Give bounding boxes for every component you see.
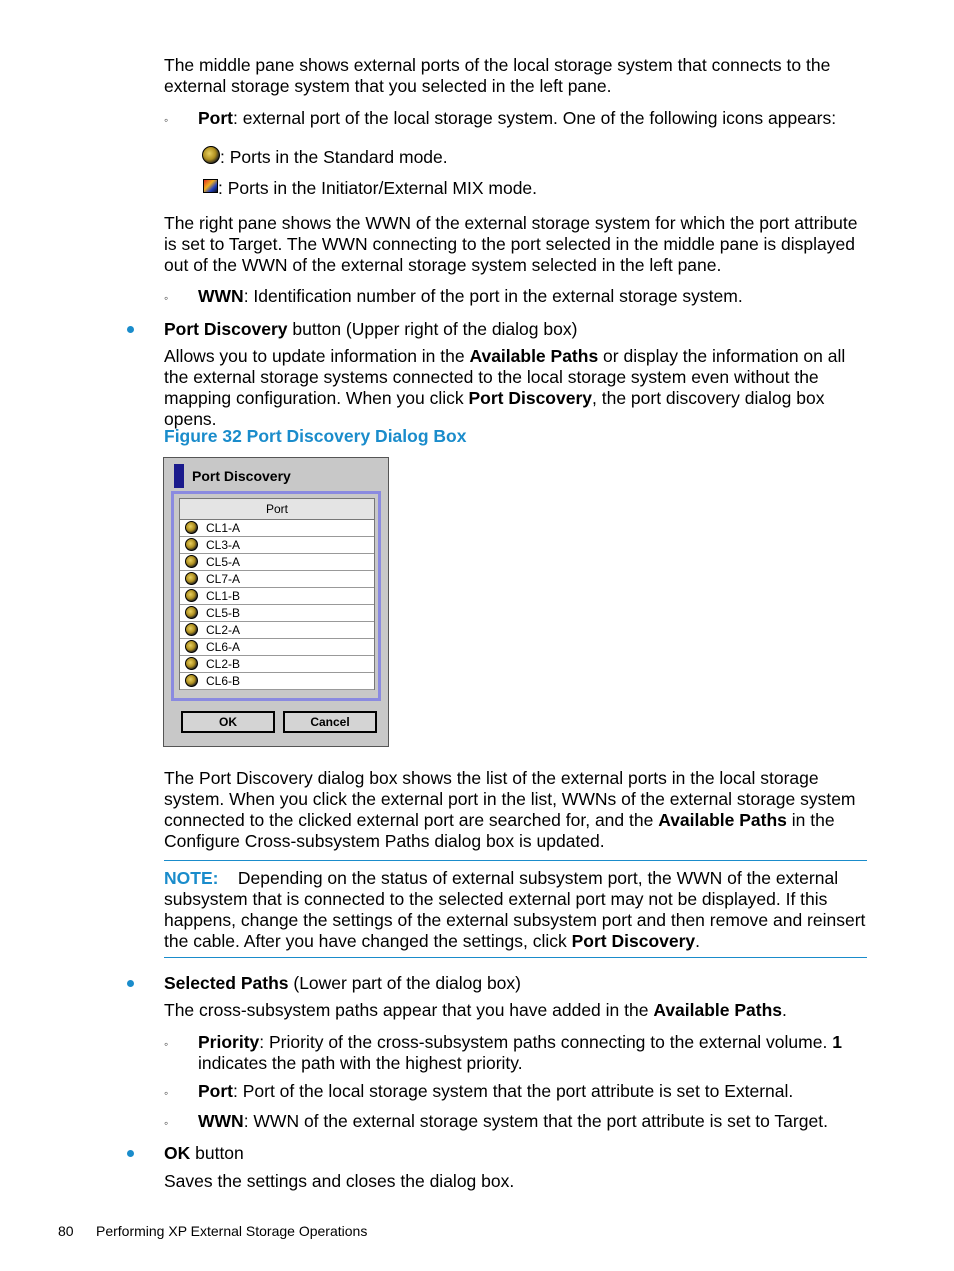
text: .	[782, 1000, 787, 1020]
paragraph-right-pane: The right pane shows the WWN of the external storage system for which the port attribute is set to Target. The WWN connecting to the port selected in the middle pane is displayed out of the WWN of the external storage system selected in the left pane.	[164, 213, 858, 275]
port-row[interactable]	[180, 520, 374, 537]
term: Priority	[198, 1032, 260, 1052]
sub-bullet-marker: ◦	[164, 113, 169, 127]
port-row[interactable]	[180, 571, 374, 588]
term: Port	[198, 1081, 233, 1101]
mix-mode-row	[203, 178, 537, 199]
port-mix-icon	[203, 179, 218, 193]
bold-text: Port Discovery	[571, 931, 696, 951]
port-row[interactable]	[180, 537, 374, 554]
dialog-title-bar	[172, 464, 382, 488]
port-discovery-dialog	[163, 457, 389, 747]
port-list[interactable]	[179, 498, 375, 690]
ok-button[interactable]: OK	[181, 711, 275, 733]
port-standard-icon	[185, 555, 198, 568]
port-row-label: CL6-B	[206, 674, 241, 688]
port-row-label: CL3-A	[206, 538, 241, 552]
port-item-2	[198, 1081, 870, 1102]
page-number: 80	[58, 1223, 74, 1239]
ok-button-item	[164, 1143, 870, 1164]
standard-mode-row	[202, 146, 448, 168]
paragraph-dialog-description	[164, 768, 870, 852]
bullet-dot	[127, 1150, 134, 1157]
paragraph-middle-pane: The middle pane shows external ports of the local storage system that connects to the external storage system that you selected in the left pane.	[164, 55, 831, 96]
bold-text: 1	[832, 1032, 842, 1052]
port-row-label: CL2-B	[206, 657, 241, 671]
bullet-dot	[127, 980, 134, 987]
text: The Port Discovery dialog box shows the list of the external ports in the local storage system. When you click the external port in the list, WWNs of the external storage system connected to the clicked external port are searched for, and the	[164, 768, 856, 830]
desc: : Identification number of the port in the external storage system.	[243, 286, 743, 306]
port-item	[198, 108, 870, 129]
bold-text: Port Discovery	[468, 388, 592, 408]
bullet-dot	[127, 326, 134, 333]
term: Selected Paths	[164, 973, 289, 993]
footer-title: Performing XP External Storage Operations	[96, 1223, 368, 1239]
port-discovery-body	[164, 346, 870, 430]
text: indicates the path with the highest priority.	[198, 1053, 523, 1073]
figure-caption: Figure 32 Port Discovery Dialog Box	[164, 426, 467, 446]
port-standard-icon	[185, 538, 198, 551]
bold-text: Available Paths	[469, 346, 599, 366]
port-standard-icon	[185, 572, 198, 585]
port-row-label: CL1-B	[206, 589, 241, 603]
port-row[interactable]	[180, 605, 374, 622]
sub-bullet-marker: ◦	[164, 1116, 169, 1130]
port-standard-icon	[185, 640, 198, 653]
port-row[interactable]	[180, 622, 374, 639]
term: Port Discovery	[164, 319, 288, 339]
port-standard-icon	[185, 521, 198, 534]
desc: : WWN of the external storage system that the port attribute is set to Target.	[243, 1111, 828, 1131]
sub-bullet-marker: ◦	[164, 291, 169, 305]
wwn-item-2	[198, 1111, 870, 1132]
text: Depending on the status of external subsystem port, the WWN of the external subsystem that is connected to the selected external port may not be displayed. If this happens, change the settings of the external subsystem port and then remove and reinsert the cable. After you have changed the settings, click	[164, 868, 866, 951]
port-standard-icon	[185, 674, 198, 687]
port-row[interactable]	[180, 554, 374, 571]
bold-text: Available Paths	[658, 810, 787, 830]
wwn-item	[198, 286, 870, 307]
note-top-rule	[164, 860, 867, 861]
port-discovery-item	[164, 319, 870, 340]
port-row-label: CL1-A	[206, 521, 241, 535]
port-standard-icon	[202, 146, 220, 164]
desc: (Lower part of the dialog box)	[288, 973, 521, 993]
text: in the Configure Cross-subsystem Paths dialog box is updated.	[164, 810, 835, 851]
port-row-label: CL5-B	[206, 606, 241, 620]
term: Port	[198, 108, 233, 128]
text: The cross-subsystem paths appear that you have added in the	[164, 1000, 654, 1020]
port-standard-icon	[185, 623, 198, 636]
port-row-label: CL7-A	[206, 572, 241, 586]
priority-item	[198, 1032, 870, 1074]
text: : Priority of the cross-subsystem paths connecting to the external volume.	[259, 1032, 833, 1052]
bold-text: Available Paths	[653, 1000, 783, 1020]
selected-paths-item	[164, 973, 870, 994]
port-row-label: CL6-A	[206, 640, 241, 654]
desc: : Ports in the Initiator/External MIX mode.	[218, 178, 538, 198]
desc: button	[190, 1143, 244, 1163]
port-row[interactable]	[180, 588, 374, 605]
sub-bullet-marker: ◦	[164, 1086, 169, 1100]
title-accent	[174, 464, 184, 488]
note-label: NOTE:	[164, 868, 219, 888]
port-standard-icon	[185, 606, 198, 619]
port-standard-icon	[185, 589, 198, 602]
desc: : Ports in the Standard mode.	[220, 147, 448, 167]
port-row-label: CL5-A	[206, 555, 241, 569]
desc: : Port of the local storage system that the port attribute is set to External.	[233, 1081, 794, 1101]
ok-button-body: Saves the settings and closes the dialog box.	[164, 1171, 515, 1191]
port-row[interactable]	[180, 639, 374, 656]
text: .	[695, 931, 701, 951]
text: Allows you to update information in the	[164, 346, 470, 366]
cancel-button[interactable]: Cancel	[283, 711, 377, 733]
column-header-port[interactable]: Port	[180, 499, 374, 520]
port-row[interactable]	[180, 673, 374, 690]
port-standard-icon	[185, 657, 198, 670]
port-row[interactable]	[180, 656, 374, 673]
term: OK	[164, 1143, 191, 1163]
port-list-frame	[171, 491, 381, 701]
desc: : external port of the local storage system. One of the following icons appears:	[233, 108, 837, 128]
port-row-label: CL2-A	[206, 623, 241, 637]
desc: button (Upper right of the dialog box)	[287, 319, 578, 339]
term: WWN	[198, 286, 244, 306]
term: WWN	[198, 1111, 244, 1131]
text: , the port discovery dialog box opens.	[164, 388, 825, 429]
note-bottom-rule	[164, 957, 867, 958]
text: or display the information on all the external storage systems connected to the local storage system even without the mapping configuration. When you click	[164, 346, 846, 408]
dialog-title: Port Discovery	[192, 468, 291, 484]
selected-paths-body	[164, 1000, 870, 1021]
note-box	[164, 868, 869, 952]
sub-bullet-marker: ◦	[164, 1037, 169, 1051]
